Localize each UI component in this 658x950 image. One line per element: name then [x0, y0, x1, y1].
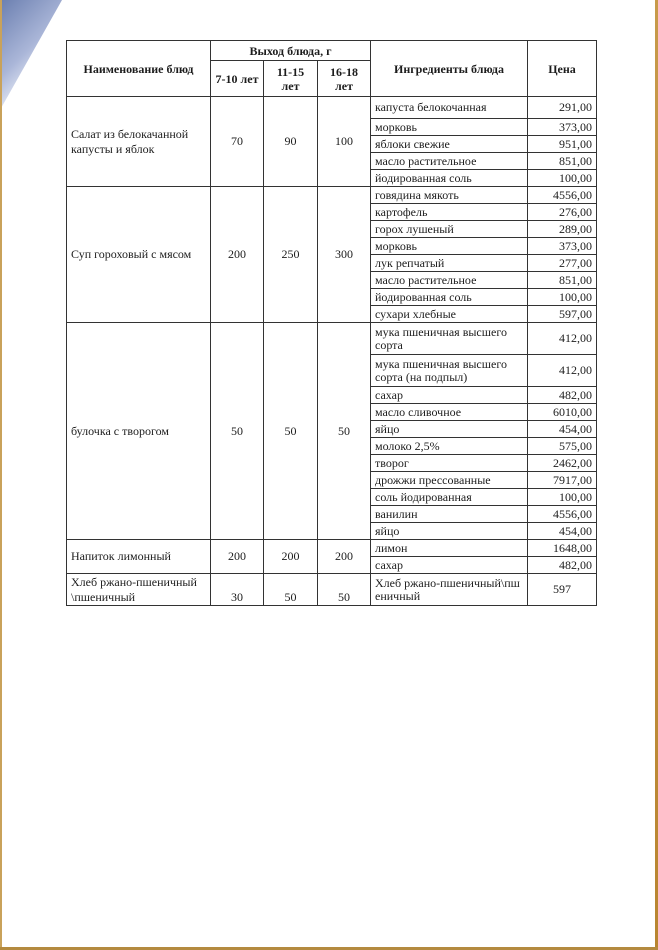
yield-7-10: 30 — [211, 574, 264, 606]
header-yield: Выход блюда, г — [211, 41, 371, 61]
yield-16-18: 100 — [318, 97, 371, 187]
ingredient-name: картофель — [371, 204, 528, 221]
ingredient-name: яйцо — [371, 523, 528, 540]
ingredient-name: молоко 2,5% — [371, 438, 528, 455]
ingredient-name: масло растительное — [371, 153, 528, 170]
ingredient-name: горох лушеный — [371, 221, 528, 238]
ingredient-price: 2462,00 — [528, 455, 597, 472]
header-age-11-15: 11-15 лет — [264, 61, 318, 97]
ingredient-price: 100,00 — [528, 289, 597, 306]
ingredient-price: 373,00 — [528, 119, 597, 136]
header-price: Цена — [528, 41, 597, 97]
yield-7-10: 200 — [211, 540, 264, 574]
ingredient-price: 951,00 — [528, 136, 597, 153]
ingredient-price: 482,00 — [528, 387, 597, 404]
ingredient-name: капуста белокочанная — [371, 97, 528, 119]
yield-16-18: 50 — [318, 574, 371, 606]
ingredient-name: ванилин — [371, 506, 528, 523]
header-dish-name: Наименование блюд — [67, 41, 211, 97]
yield-11-15: 90 — [264, 97, 318, 187]
page-curl-shadow — [0, 0, 62, 110]
ingredient-name: мука пшеничная высшего сорта (на подпыл) — [371, 355, 528, 387]
ingredient-price: 100,00 — [528, 489, 597, 506]
yield-7-10: 200 — [211, 187, 264, 323]
menu-table — [66, 40, 597, 606]
yield-16-18: 50 — [318, 323, 371, 540]
ingredient-name: сухари хлебные — [371, 306, 528, 323]
ingredient-price: 289,00 — [528, 221, 597, 238]
yield-11-15: 50 — [264, 574, 318, 606]
ingredient-price: 276,00 — [528, 204, 597, 221]
ingredient-price: 851,00 — [528, 153, 597, 170]
ingredient-price: 4556,00 — [528, 506, 597, 523]
ingredient-name: лук репчатый — [371, 255, 528, 272]
dish-name: Напиток лимонный — [67, 540, 211, 574]
yield-16-18: 200 — [318, 540, 371, 574]
ingredient-name: сахар — [371, 387, 528, 404]
ingredient-name: масло растительное — [371, 272, 528, 289]
ingredient-name: йодированная соль — [371, 170, 528, 187]
ingredient-price: 4556,00 — [528, 187, 597, 204]
dish-name: булочка с творогом — [67, 323, 211, 540]
ingredient-price: 100,00 — [528, 170, 597, 187]
ingredient-price: 454,00 — [528, 523, 597, 540]
header-age-16-18: 16-18 лет — [318, 61, 371, 97]
ingredient-price: 6010,00 — [528, 404, 597, 421]
ingredient-name: Хлеб ржано-пшеничный\пшеничный — [371, 574, 528, 606]
ingredient-price: 373,00 — [528, 238, 597, 255]
yield-7-10: 50 — [211, 323, 264, 540]
yield-7-10: 70 — [211, 97, 264, 187]
ingredient-name: лимон — [371, 540, 528, 557]
ingredient-name: творог — [371, 455, 528, 472]
ingredient-price: 454,00 — [528, 421, 597, 438]
yield-11-15: 50 — [264, 323, 318, 540]
ingredient-price: 7917,00 — [528, 472, 597, 489]
ingredient-price: 412,00 — [528, 323, 597, 355]
page-edge — [0, 0, 2, 950]
ingredient-price: 851,00 — [528, 272, 597, 289]
ingredient-price: 412,00 — [528, 355, 597, 387]
ingredient-name: масло сливочное — [371, 404, 528, 421]
dish-name: Хлеб ржано-пшеничный\пшеничный — [67, 574, 211, 606]
ingredient-name: яйцо — [371, 421, 528, 438]
ingredient-price: 482,00 — [528, 557, 597, 574]
ingredient-name: морковь — [371, 238, 528, 255]
header-age-7-10: 7-10 лет — [211, 61, 264, 97]
ingredient-name: соль йодированная — [371, 489, 528, 506]
ingredient-price: 597,00 — [528, 306, 597, 323]
ingredient-price: 277,00 — [528, 255, 597, 272]
ingredient-price: 1648,00 — [528, 540, 597, 557]
ingredient-name: сахар — [371, 557, 528, 574]
yield-11-15: 200 — [264, 540, 318, 574]
ingredient-name: морковь — [371, 119, 528, 136]
ingredient-name: говядина мякоть — [371, 187, 528, 204]
ingredient-name: яблоки свежие — [371, 136, 528, 153]
ingredient-price: 575,00 — [528, 438, 597, 455]
ingredient-name: мука пшеничная высшего сорта — [371, 323, 528, 355]
ingredient-name: йодированная соль — [371, 289, 528, 306]
yield-16-18: 300 — [318, 187, 371, 323]
ingredient-name: дрожжи прессованные — [371, 472, 528, 489]
yield-11-15: 250 — [264, 187, 318, 323]
header-ingredients: Ингредиенты блюда — [371, 41, 528, 97]
ingredient-price: 597 — [528, 574, 597, 606]
dish-name: Суп гороховый с мясом — [67, 187, 211, 323]
ingredient-price: 291,00 — [528, 97, 597, 119]
dish-name: Салат из белокачанной капусты и яблок — [67, 97, 211, 187]
